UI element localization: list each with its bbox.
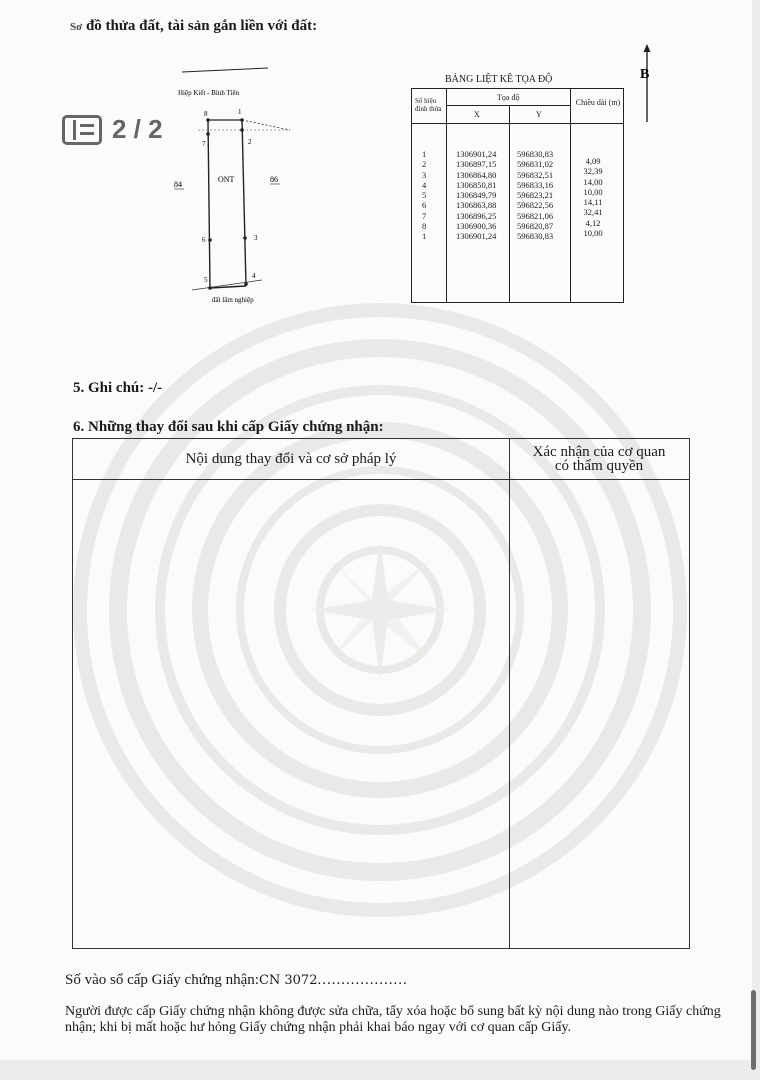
x-cell-5: 1306863,88: [456, 200, 497, 211]
length-cell-5: 32,41: [583, 207, 603, 218]
length-cell-3: 10,00: [583, 186, 603, 197]
section-4-prefix: Sơ: [70, 21, 83, 33]
section-5-title: 5. Ghi chú: -/-: [73, 380, 163, 396]
point-cell-2: 3: [422, 169, 427, 180]
col-length-header: Chiều dài (m): [575, 98, 621, 107]
length-cell-4: 14,11: [583, 197, 603, 208]
col-coord-header: Tọa độ: [497, 93, 520, 102]
point-column: [422, 149, 426, 242]
right-parcel-number: 86: [270, 175, 278, 184]
left-parcel-number: 84: [174, 180, 182, 189]
x-cell-8: 1306901,24: [456, 231, 497, 242]
point-3-label: 3: [254, 234, 258, 242]
point-cell-1: 2: [422, 159, 427, 170]
content-column-header: Nội dung thay đổi và cơ sở pháp lý: [185, 451, 397, 467]
col-point-header: Số hiệu đỉnh thửa: [415, 97, 442, 113]
point-cell-5: 6: [422, 200, 427, 211]
x-cell-3: 1306850,81: [456, 179, 497, 190]
coordinate-table-title: BẢNG LIỆT KÊ TỌA ĐỘ: [445, 74, 553, 85]
legal-note: Người được cấp Giấy chứng nhận không được sửa chữa, tẩy xóa hoặc bổ sung bất kỳ nội dung nào trong Giấy chứng nhận; khi bị mất hoặc hư hỏng Giấy chứng nhận phải khai báo ngay với cơ quan cấp Giấy.: [65, 1004, 721, 1035]
point-8-label: 8: [204, 110, 208, 118]
registration-number: CN 3072: [258, 973, 318, 988]
point-cell-7: 8: [422, 221, 427, 232]
point-2-label: 2: [248, 138, 252, 146]
point-1-label: 1: [238, 108, 242, 116]
y-cell-2: 596832,51: [517, 169, 554, 180]
length-cell-6: 4,12: [585, 217, 601, 228]
bottom-land-label: đất lâm nghiệp: [212, 296, 254, 304]
section-4-heading: [70, 18, 317, 35]
point-4-label: 4: [252, 272, 256, 280]
point-7-label: 7: [202, 140, 206, 148]
scrollbar[interactable]: [751, 990, 756, 1070]
length-cell-7: 10,00: [583, 228, 603, 239]
section-4-title: đồ thửa đất, tài sản gắn liền với đất:: [85, 18, 318, 34]
coordinate-table: [411, 88, 624, 303]
y-column: [517, 149, 553, 242]
page-indicator: [62, 114, 163, 145]
x-cell-2: 1306864,80: [456, 169, 497, 180]
y-cell-7: 596820,87: [517, 221, 554, 232]
page-icon: [62, 115, 102, 145]
col-x-header: X: [474, 110, 480, 119]
y-cell-8: 596830,83: [517, 231, 554, 242]
registration-label: Số vào sổ cấp Giấy chứng nhận:: [65, 972, 259, 988]
page-indicator-text: 2 / 2: [112, 114, 163, 144]
confirmation-header-line2: có thẩm quyền: [554, 458, 644, 474]
section-6-title: 6. Những thay đổi sau khi cấp Giấy chứng nhận:: [73, 419, 384, 435]
y-cell-6: 596821,06: [517, 210, 554, 221]
y-cell-4: 596823,21: [517, 190, 554, 201]
point-cell-0: 1: [422, 149, 427, 159]
col-y-header: Y: [536, 110, 542, 119]
confirmation-header-line1: Xác nhận của cơ quan: [532, 444, 666, 460]
point-cell-3: 4: [422, 179, 427, 190]
x-cell-1: 1306897,15: [456, 159, 497, 170]
north-arrow-icon: [640, 44, 660, 124]
x-cell-7: 1306900,36: [456, 221, 497, 232]
x-cell-4: 1306849,79: [456, 190, 497, 201]
y-cell-5: 596822,56: [517, 200, 554, 211]
length-cell-1: 32,39: [583, 166, 603, 177]
y-cell-1: 596831,02: [517, 159, 554, 170]
parcel-sketch: [150, 50, 310, 320]
registration-number-line: [65, 972, 408, 989]
registration-dots: ...................: [317, 972, 408, 988]
length-cell-0: 4,09: [585, 156, 601, 166]
point-6-label: 6: [202, 236, 206, 244]
changes-table: [72, 438, 690, 949]
length-column: [578, 156, 608, 238]
length-cell-2: 14,00: [583, 176, 603, 187]
y-cell-3: 596833,16: [517, 179, 554, 190]
road-label: Hiệp Kiết - Bình Tiên: [178, 89, 240, 97]
north-label: B: [640, 67, 650, 82]
x-column: [456, 149, 496, 242]
x-cell-6: 1306896,25: [456, 210, 497, 221]
confirmation-column-header: [509, 445, 689, 473]
point-cell-4: 5: [422, 190, 427, 201]
point-5-label: 5: [204, 276, 208, 284]
land-use-code: ONT: [218, 175, 235, 184]
y-cell-0: 596830,83: [517, 149, 554, 159]
point-cell-6: 7: [422, 210, 427, 221]
point-cell-8: 1: [422, 231, 427, 242]
x-cell-0: 1306901,24: [456, 149, 497, 159]
